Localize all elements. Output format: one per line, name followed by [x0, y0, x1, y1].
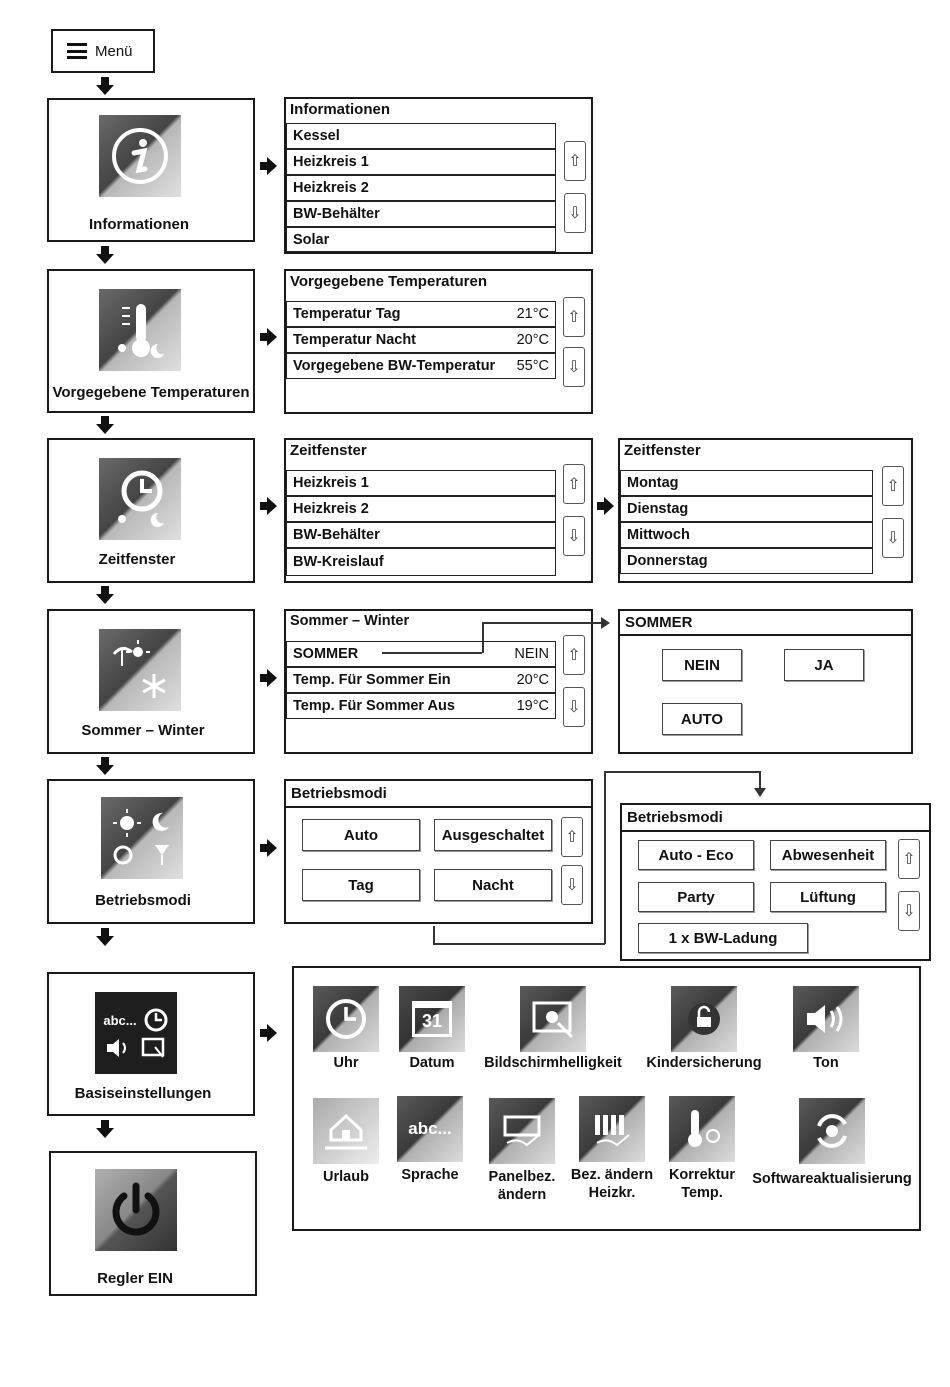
connector-line: [482, 622, 602, 624]
scroll-down-icon[interactable]: ⇩: [898, 891, 920, 931]
arrow-down-icon: [96, 254, 114, 264]
auto-button[interactable]: Auto: [302, 819, 420, 851]
connector-line: [433, 943, 605, 945]
connector-line: [604, 771, 760, 773]
icon-label: Bez. ändern Heizkr.: [570, 1167, 654, 1201]
list-item[interactable]: BW-Behälter: [286, 522, 556, 548]
step-caption: Sommer – Winter: [81, 722, 205, 739]
arrow-right-icon: [267, 328, 277, 346]
scroll-down-icon[interactable]: ⇩: [564, 193, 586, 233]
scroll-down-icon[interactable]: ⇩: [563, 516, 585, 556]
list-item[interactable]: BW-Behälter: [286, 201, 556, 227]
scroll-down-icon[interactable]: ⇩: [563, 687, 585, 727]
bez-heizkr-item[interactable]: [566, 1096, 658, 1202]
lueftung-button[interactable]: Lüftung: [770, 882, 886, 912]
icon-label: Datum: [409, 1055, 455, 1071]
list-item[interactable]: Donnerstag: [620, 548, 873, 574]
step-caption: Basiseinstellungen: [74, 1085, 212, 1102]
step-betriebsmodi[interactable]: [47, 779, 255, 924]
clock-icon: [313, 986, 379, 1052]
list-item[interactable]: Montag: [620, 470, 873, 496]
list-item[interactable]: Temperatur Tag 21°C: [286, 301, 556, 327]
clock-icon: [99, 458, 181, 540]
list-item[interactable]: Heizkreis 1: [286, 149, 556, 175]
menu-label: Menü: [95, 42, 133, 60]
arrow-right-icon: [604, 497, 614, 515]
list-item[interactable]: Vorgegebene BW-Temperatur 55°C: [286, 353, 556, 379]
korrektur-temp-item[interactable]: [656, 1096, 748, 1202]
arrow-right-icon: [267, 157, 277, 175]
arrow-right-icon: [267, 839, 277, 857]
list-item[interactable]: Dienstag: [620, 496, 873, 522]
list-title: Sommer – Winter: [290, 613, 410, 629]
icon-label: Korrektur Temp.: [668, 1167, 736, 1201]
list-item[interactable]: SOMMER NEIN: [286, 641, 556, 667]
sw-list-panel: [284, 609, 593, 754]
ton-item[interactable]: [780, 986, 872, 1072]
arrow-right-icon: [267, 497, 277, 515]
scroll-down-icon[interactable]: ⇩: [882, 518, 904, 558]
tag-button[interactable]: Tag: [302, 869, 420, 901]
icon-label: Sprache: [401, 1167, 459, 1183]
uhr-item[interactable]: [300, 986, 392, 1072]
speaker-icon: [793, 986, 859, 1052]
ja-button[interactable]: JA: [784, 649, 864, 681]
list-item[interactable]: Heizkreis 2: [286, 175, 556, 201]
step-caption: Betriebsmodi: [95, 892, 191, 909]
auto-button[interactable]: AUTO: [662, 703, 742, 735]
scroll-up-icon[interactable]: ⇧: [563, 464, 585, 504]
scroll-up-icon[interactable]: ⇧: [564, 141, 586, 181]
list-title: Vorgegebene Temperaturen: [290, 273, 487, 290]
connector-arrow-icon: [601, 617, 610, 629]
info-list-panel: [284, 97, 593, 254]
lock-icon: [671, 986, 737, 1052]
icon-label: Ton: [813, 1055, 839, 1071]
connector-line: [482, 622, 484, 653]
scroll-up-icon[interactable]: ⇧: [898, 839, 920, 879]
connector-arrow-icon: [754, 788, 766, 797]
nacht-button[interactable]: Nacht: [434, 869, 552, 901]
scroll-up-icon[interactable]: ⇧: [561, 817, 583, 857]
icon-label: Urlaub: [323, 1169, 369, 1185]
panel-title: Betriebsmodi: [622, 805, 929, 832]
step-regler-ein[interactable]: [49, 1151, 257, 1296]
menu-button[interactable]: [51, 29, 155, 73]
list-item[interactable]: Temperatur Nacht 20°C: [286, 327, 556, 353]
sun-snowflake-icon: [99, 629, 181, 711]
list-item[interactable]: Temp. Für Sommer Ein 20°C: [286, 667, 556, 693]
arrow-right-icon: [267, 669, 277, 687]
connector-line: [604, 771, 606, 944]
ausgeschaltet-button[interactable]: Ausgeschaltet: [434, 819, 552, 851]
power-icon: [95, 1169, 177, 1251]
radiator-icon: [579, 1096, 645, 1162]
arrow-down-icon: [96, 1128, 114, 1138]
thermometer-icon: [99, 289, 181, 371]
arrow-down-icon: [96, 936, 114, 946]
list-item[interactable]: Kessel: [286, 123, 556, 149]
scroll-down-icon[interactable]: ⇩: [563, 347, 585, 387]
bildschirmhelligkeit-item[interactable]: [478, 986, 628, 1072]
list-item[interactable]: Temp. Für Sommer Aus 19°C: [286, 693, 556, 719]
connector-line: [433, 926, 435, 944]
step-vorgegebene-temperaturen[interactable]: [47, 269, 255, 413]
sprache-item[interactable]: [384, 1096, 476, 1184]
abc-text: abc...: [103, 1012, 137, 1028]
list-item[interactable]: BW-Kreislauf: [286, 548, 556, 576]
step-caption: Zeitfenster: [98, 551, 176, 568]
software-update-icon: [799, 1098, 865, 1164]
screen-brightness-icon: [520, 986, 586, 1052]
panel-title: SOMMER: [620, 611, 911, 636]
zeit-days-panel: [618, 438, 913, 583]
step-caption: Vorgegebene Temperaturen: [52, 384, 250, 401]
sun-moon-clock-icon: [101, 797, 183, 879]
panel-rename-icon: [489, 1098, 555, 1164]
icon-label: Kindersicherung: [646, 1055, 762, 1071]
datum-item[interactable]: [386, 986, 478, 1072]
list-item[interactable]: Heizkreis 1: [286, 470, 556, 496]
arrow-down-icon: [96, 765, 114, 775]
connector-line: [382, 652, 482, 654]
arrow-down-icon: [96, 424, 114, 434]
basis-panel: [292, 966, 921, 1231]
list-title: Zeitfenster: [624, 442, 701, 459]
list-item[interactable]: Heizkreis 2: [286, 496, 556, 522]
settings-icon: [95, 992, 177, 1074]
bw-ladung-button[interactable]: 1 x BW-Ladung: [638, 923, 808, 953]
icon-label: Bildschirmhelligkeit: [484, 1055, 622, 1071]
scroll-up-icon[interactable]: ⇧: [563, 635, 585, 675]
info-icon: [99, 115, 181, 197]
icon-label: Uhr: [333, 1055, 359, 1071]
scroll-up-icon[interactable]: ⇧: [563, 297, 585, 337]
list-title: Zeitfenster: [290, 442, 367, 459]
step-caption: Regler EIN: [97, 1270, 173, 1287]
nein-button[interactable]: NEIN: [662, 649, 742, 681]
arrow-down-icon: [96, 594, 114, 604]
list-item[interactable]: Solar: [286, 227, 556, 252]
icon-label: Softwareaktualisierung: [752, 1171, 912, 1187]
step-caption: Informationen: [89, 216, 189, 233]
arrow-right-icon: [267, 1024, 277, 1042]
step-basiseinstellungen[interactable]: [47, 972, 255, 1116]
connector-line: [759, 771, 761, 789]
auto-eco-button[interactable]: Auto - Eco: [638, 840, 754, 870]
step-sommer-winter[interactable]: [47, 609, 255, 754]
panelbez-item[interactable]: [476, 1098, 568, 1204]
vtemp-list-panel: [284, 269, 593, 414]
abwesenheit-button[interactable]: Abwesenheit: [770, 840, 886, 870]
softwareaktualisierung-item[interactable]: [746, 1098, 918, 1188]
arrow-down-icon: [96, 85, 114, 95]
scroll-down-icon[interactable]: ⇩: [561, 865, 583, 905]
thermometer-correction-icon: [669, 1096, 735, 1162]
step-zeitfenster[interactable]: [47, 438, 255, 583]
zeit-list-panel: [284, 438, 593, 583]
sommer-panel: [618, 609, 913, 754]
hamburger-icon: [67, 43, 87, 59]
betrieb-panel: [284, 779, 593, 924]
list-title: Informationen: [290, 101, 390, 118]
calendar-icon: 31: [399, 986, 465, 1052]
language-icon: abc...: [397, 1096, 463, 1162]
betrieb-panel-2: [620, 803, 931, 961]
party-button[interactable]: Party: [638, 882, 754, 912]
icon-label: Panelbez. ändern: [488, 1169, 556, 1203]
step-informationen[interactable]: [47, 98, 255, 242]
house-car-icon: [313, 1098, 379, 1164]
list-item[interactable]: Mittwoch: [620, 522, 873, 548]
panel-title: Betriebsmodi: [286, 781, 591, 808]
scroll-up-icon[interactable]: ⇧: [882, 466, 904, 506]
urlaub-item[interactable]: [300, 1098, 392, 1186]
kindersicherung-item[interactable]: [634, 986, 774, 1072]
